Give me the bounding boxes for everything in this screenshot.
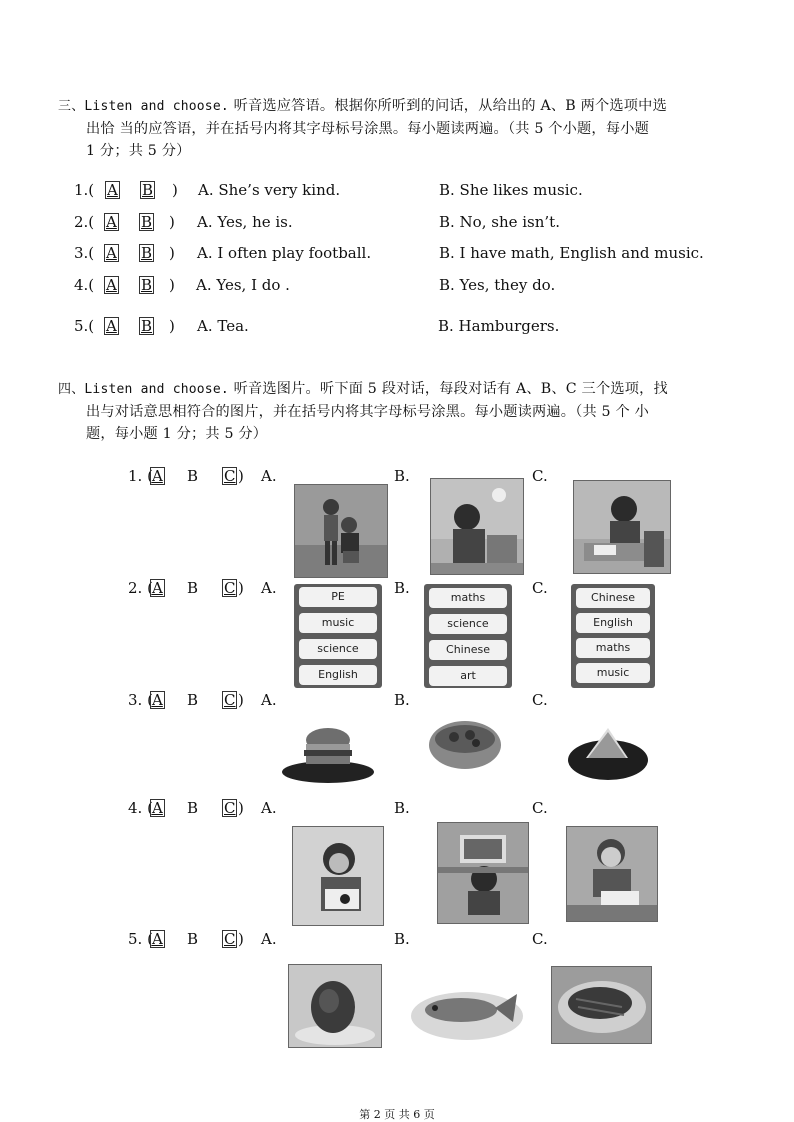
- paren-close: ): [169, 317, 175, 335]
- option-b-text: B. I have math, English and music.: [439, 244, 704, 262]
- boy-drawing-illustration: [567, 827, 657, 921]
- answer-bubble-a[interactable]: A: [106, 317, 117, 335]
- s3-question-1: [74, 181, 694, 205]
- question-number: 1.(: [74, 181, 95, 199]
- answer-bubble-a[interactable]: A: [152, 799, 163, 817]
- q5-picture-b: [409, 968, 525, 1042]
- question-number: 3.(: [74, 244, 95, 262]
- s4-question-4: [128, 799, 568, 821]
- answer-bubble-a[interactable]: A: [106, 244, 117, 262]
- paren-close: ): [238, 467, 244, 485]
- option-b-text: B. No, she isn’t.: [439, 213, 560, 231]
- option-b-label: B.: [394, 579, 410, 597]
- roast-chicken-icon: [289, 965, 381, 1047]
- option-a-text: A. She’s very kind.: [198, 181, 341, 199]
- s3-question-4: [74, 276, 694, 300]
- question-number: 4.(: [74, 276, 95, 294]
- girl-reading-book-illustration: [293, 827, 383, 925]
- option-c-label: C.: [532, 691, 548, 709]
- bowl-of-food-icon: [426, 715, 504, 777]
- answer-bubble-a[interactable]: A: [152, 930, 163, 948]
- boy-at-computer-illustration: [438, 823, 528, 923]
- subject-tile: maths: [576, 638, 650, 658]
- subject-tile: PE: [299, 587, 377, 607]
- option-b-text: B. Hamburgers.: [438, 317, 560, 335]
- answer-bubble-b[interactable]: B: [187, 930, 199, 948]
- hamburger-icon: [280, 720, 376, 786]
- subject-tile: maths: [429, 588, 507, 608]
- answer-bubble-b[interactable]: B: [141, 244, 153, 262]
- section4-label: 四、Listen and choose.: [58, 382, 229, 397]
- answer-bubble-c[interactable]: C: [224, 799, 236, 817]
- option-a-text: A. Yes, I do .: [196, 276, 290, 294]
- section3-label: 三、Listen and choose.: [58, 99, 229, 114]
- paren-close: ): [238, 579, 244, 597]
- answer-bubble-a[interactable]: A: [152, 467, 163, 485]
- section4-instruction-1: 听音选图片。听下面 5 段对话，每段对话有 A、B、C 三个选项，找: [233, 381, 668, 397]
- subject-tile: art: [429, 666, 507, 686]
- sandwich-on-plate-icon: [566, 720, 650, 782]
- steak-on-plate-icon: [552, 967, 651, 1043]
- option-a-label: A.: [261, 691, 277, 709]
- option-a-text: A. Tea.: [197, 317, 249, 335]
- answer-bubble-a[interactable]: A: [152, 579, 163, 597]
- subject-tile: Chinese: [429, 640, 507, 660]
- answer-bubble-b[interactable]: B: [187, 691, 199, 709]
- answer-bubble-c[interactable]: C: [224, 579, 236, 597]
- answer-bubble-a[interactable]: A: [106, 213, 117, 231]
- s3-question-2: [74, 213, 694, 237]
- paren-close: ): [169, 276, 175, 294]
- option-a-label: A.: [261, 930, 277, 948]
- option-b-label: B.: [394, 799, 410, 817]
- option-c-label: C.: [532, 930, 548, 948]
- paren-close: ): [238, 691, 244, 709]
- answer-bubble-b[interactable]: B: [187, 799, 199, 817]
- q4-picture-c: [566, 826, 658, 922]
- answer-bubble-a[interactable]: A: [106, 276, 117, 294]
- subject-tile: music: [576, 663, 650, 683]
- answer-bubble-c[interactable]: C: [224, 930, 236, 948]
- subject-tile: science: [299, 639, 377, 659]
- option-c-label: C.: [532, 579, 548, 597]
- subject-tile: English: [576, 613, 650, 633]
- paren-close: ): [169, 244, 175, 262]
- answer-bubble-b[interactable]: B: [142, 181, 154, 199]
- q4-picture-a: [292, 826, 384, 926]
- answer-bubble-c[interactable]: C: [224, 467, 236, 485]
- option-c-label: C.: [532, 799, 548, 817]
- paren-close: ): [172, 181, 178, 199]
- paren-close: ): [238, 799, 244, 817]
- option-a-label: A.: [261, 799, 277, 817]
- subject-tile: English: [299, 665, 377, 685]
- q2-picture-b: [424, 584, 512, 688]
- page-footer: 第 2 页 共 6 页: [359, 1108, 435, 1121]
- fish-on-plate-icon: [409, 968, 525, 1042]
- question-number: 2.(: [74, 213, 95, 231]
- section3-instruction-3: 1 分；共 5 分）: [86, 143, 191, 159]
- two-people-illustration: [295, 485, 387, 577]
- answer-bubble-b[interactable]: B: [187, 467, 199, 485]
- answer-bubble-b[interactable]: B: [141, 213, 153, 231]
- paren-close: ): [169, 213, 175, 231]
- option-b-label: B.: [394, 691, 410, 709]
- q1-picture-b: [430, 478, 524, 575]
- q3-picture-a: [280, 720, 376, 786]
- option-a-label: A.: [261, 467, 277, 485]
- answer-bubble-c[interactable]: C: [224, 691, 236, 709]
- q2-picture-c: [571, 584, 655, 688]
- option-a-label: A.: [261, 579, 277, 597]
- option-b-label: B.: [394, 467, 410, 485]
- section4-instruction-2: 出与对话意思相符合的图片，并在括号内将其字母标号涂黑。每小题读两遍。（共 5 个 小: [86, 404, 649, 420]
- question-number: 1. (: [128, 467, 153, 485]
- subject-tile: science: [429, 614, 507, 634]
- boy-writing-at-desk-illustration: [574, 481, 670, 573]
- q2-picture-a: [294, 584, 382, 688]
- section3-heading: [58, 95, 733, 162]
- question-number: 4. (: [128, 799, 153, 817]
- question-number: 2. (: [128, 579, 153, 597]
- option-b-label: B.: [394, 930, 410, 948]
- section4-heading: [58, 378, 733, 445]
- question-number: 5.(: [74, 317, 95, 335]
- answer-bubble-a[interactable]: A: [107, 181, 118, 199]
- q5-picture-c: [551, 966, 652, 1044]
- paren-close: ): [238, 930, 244, 948]
- answer-bubble-a[interactable]: A: [152, 691, 163, 709]
- q1-picture-a: [294, 484, 388, 578]
- option-b-text: B. She likes music.: [439, 181, 583, 199]
- q1-picture-c: [573, 480, 671, 574]
- q5-picture-a: [288, 964, 382, 1048]
- s4-question-3: [128, 691, 568, 713]
- answer-bubble-b[interactable]: B: [187, 579, 199, 597]
- s3-question-5: [74, 317, 694, 341]
- q4-picture-b: [437, 822, 529, 924]
- answer-bubble-b[interactable]: B: [141, 317, 153, 335]
- option-c-label: C.: [532, 467, 548, 485]
- s3-question-3: [74, 244, 704, 268]
- q3-picture-c: [566, 720, 650, 782]
- section3-instruction-2: 出恰 当的应答语，并在括号内将其字母标号涂黑。每小题读两遍。（共 5 个小题，每小题: [86, 121, 649, 137]
- subject-tile: Chinese: [576, 588, 650, 608]
- section3-instruction-1: 听音选应答语。根据你所听到的问话，从给出的 A、B 两个选项中选: [233, 98, 667, 114]
- answer-bubble-b[interactable]: B: [141, 276, 153, 294]
- option-a-text: A. Yes, he is.: [197, 213, 293, 231]
- subject-tile: music: [299, 613, 377, 633]
- q3-picture-b: [426, 715, 504, 777]
- option-a-text: A. I often play football.: [197, 244, 372, 262]
- question-number: 3. (: [128, 691, 153, 709]
- boy-reading-at-desk-illustration: [431, 479, 523, 574]
- section4-instruction-3: 题，每小题 1 分；共 5 分）: [86, 426, 268, 442]
- option-b-text: B. Yes, they do.: [439, 276, 556, 294]
- s4-question-5: [128, 930, 568, 952]
- question-number: 5. (: [128, 930, 153, 948]
